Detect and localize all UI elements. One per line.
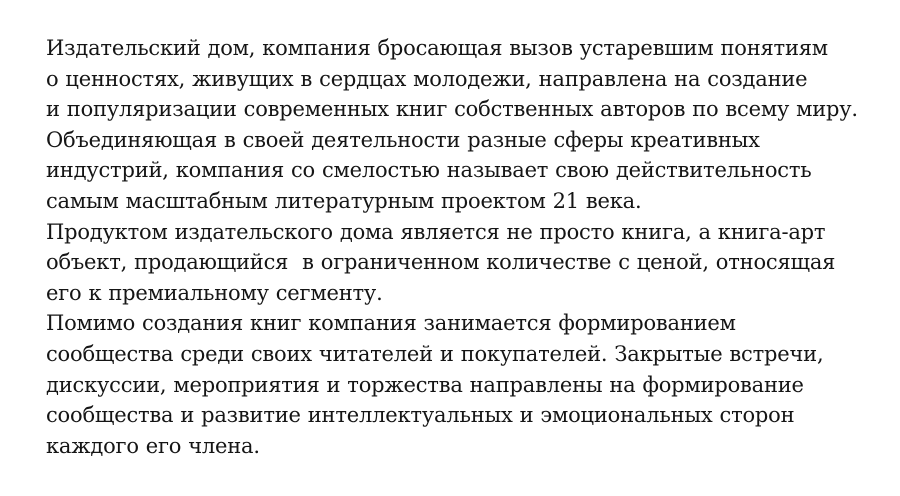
- text-line: Издательский дом, компания бросающая вызов устаревшим понятиям: [46, 36, 828, 60]
- text-line: его к премиальному сегменту.: [46, 280, 383, 305]
- text-line: Помимо создания книг компания занимается формированием: [46, 311, 736, 336]
- text-line: каждого его члена.: [46, 433, 260, 458]
- text-line: дискуссии, мероприятия и торжества направлены на формирование: [46, 372, 804, 397]
- text-line: самым масштабным литературным проектом 21 века.: [46, 188, 642, 213]
- text-line: индустрий, компания со смелостью называет свою действительность: [46, 158, 812, 183]
- text-line: сообщества и развитие интеллектуальных и эмоциональных сторон: [46, 403, 795, 428]
- text-line: и популяризации современных книг собственных авторов по всему миру.: [46, 97, 858, 122]
- text-line: объект, продающийся в ограниченном количестве с ценой, относящая: [46, 250, 836, 275]
- text-line: Объединяющая в своей деятельности разные сферы креативных: [46, 127, 760, 152]
- text-line: Продуктом издательского дома является не просто книга, а книга-арт: [46, 219, 826, 244]
- text-line: сообщества среди своих читателей и покупателей. Закрытые встречи,: [46, 341, 824, 366]
- body-text: [46, 33, 896, 461]
- text-line: о ценностях, живущих в сердцах молодежи, направлена на создание: [46, 66, 808, 91]
